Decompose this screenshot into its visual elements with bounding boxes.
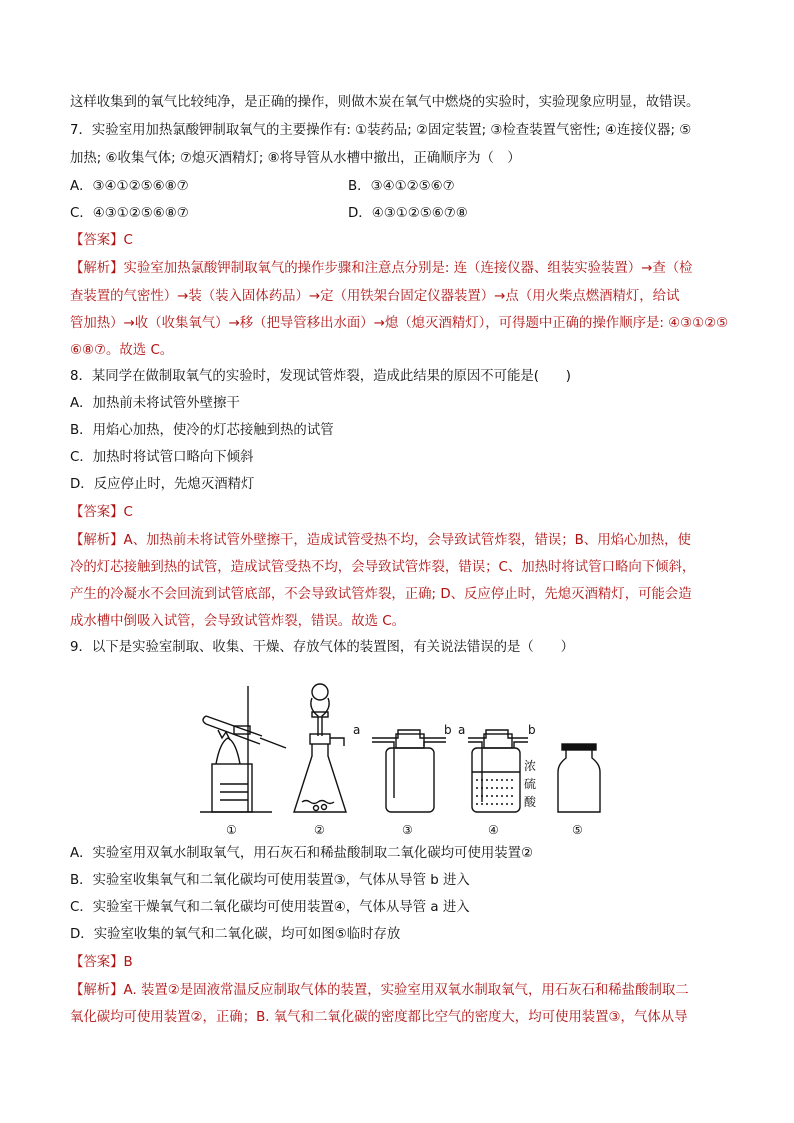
answer-9: 【答案】B (70, 955, 133, 970)
acid-label: 酸 (524, 795, 537, 809)
explanation-8: 成水槽中倒吸入试管，会导致试管炸裂，错误。故选 C。 (70, 614, 405, 629)
option-7c: C．④③①②⑤⑥⑧⑦ (70, 206, 189, 221)
option-8b: B．用焰心加热，使冷的灯芯接触到热的试管 (70, 423, 334, 438)
question-7-cont: 加热; ⑥收集气体; ⑦熄灭酒精灯; ⑧将导管从水槽中撤出，正确顺序为（ ） (70, 151, 521, 166)
option-8c: C．加热时将试管口略向下倾斜 (70, 450, 254, 465)
question-9: 9．以下是实验室制取、收集、干燥、存放气体的装置图，有关说法错误的是（ ） (70, 640, 574, 655)
question-7: 7．实验室用加热氯酸钾制取氧气的主要操作有: ①装药品; ②固定装置; ③检查装置气密性; ④连接仪器; ⑤ (70, 123, 692, 138)
option-9b: B．实验室收集氧气和二氧化碳均可使用装置③，气体从导管 b 进入 (70, 873, 470, 888)
answer-7: 【答案】C (70, 233, 133, 248)
apparatus-3-bottle (372, 730, 446, 812)
option-8d: D．反应停止时，先熄灭酒精灯 (70, 477, 255, 492)
figure-label-3: ③ (402, 823, 413, 837)
option-9c: C．实验室干燥氧气和二氧化碳均可使用装置④，气体从导管 a 进入 (70, 900, 470, 915)
explanation-7: ⑥⑧⑦。故选 C。 (70, 343, 174, 358)
figure-label-4: ④ (488, 823, 499, 837)
explanation-7: 查装置的气密性）→装（装入固体药品）→定（用铁架台固定仪器装置）→点（用火柴点燃酒精灯，给试 (70, 289, 680, 304)
text-line: 这样收集到的氧气比较纯净，是正确的操作，则做木炭在氧气中燃烧的实验时，实验现象应明显，故错误。 (70, 95, 700, 110)
label-a4: a (458, 723, 466, 737)
apparatus-5-jar (558, 744, 600, 812)
option-8a: A．加热前未将试管外壁擦干 (70, 396, 240, 411)
figure-label-1: ① (226, 823, 237, 837)
figure-label-5: ⑤ (572, 823, 583, 837)
acid-label: 浓 (524, 759, 537, 773)
option-7b: B．③④①②⑤⑥⑦ (348, 179, 455, 194)
label-b3: b (444, 723, 452, 737)
apparatus-figure (190, 672, 610, 842)
label-a3: a (353, 723, 361, 737)
explanation-8: 【解析】A、加热前未将试管外壁擦干，造成试管受热不均，会导致试管炸裂，错误；B、用焰心加热，使 (70, 533, 691, 548)
acid-label: 硫 (524, 777, 537, 791)
apparatus-4-wash-bottle (468, 730, 528, 812)
question-8: 8．某同学在做制取氧气的实验时，发现试管炸裂，造成此结果的原因不可能是( ) (70, 369, 572, 384)
option-7d: D．④③①②⑤⑥⑦⑧ (348, 206, 468, 221)
explanation-9: 【解析】A. 装置②是固液常温反应制取气体的装置，实验室用双氧水制取氧气，用石灰石和稀盐酸制取二 (70, 983, 689, 998)
option-7a: A．③④①②⑤⑥⑧⑦ (70, 179, 189, 194)
explanation-8: 冷的灯芯接触到热的试管，造成试管受热不均，会导致试管炸裂，错误；C、加热时将试管口略向下倾斜， (70, 560, 696, 575)
explanation-7: 管加热）→收（收集氧气）→移（把导管移出水面）→熄（熄灭酒精灯），可得题中正确的操作顺序是: ④③①②⑤ (70, 316, 729, 331)
explanation-9: 氧化碳均可使用装置②，正确；B. 氧气和二氧化碳的密度都比空气的密度大，均可使用装置③，气体从导 (70, 1010, 688, 1025)
option-9d: D．实验室收集的氧气和二氧化碳，均可如图⑤临时存放 (70, 927, 401, 942)
apparatus-1-heating (200, 686, 286, 812)
label-b4: b (528, 723, 536, 737)
apparatus-2-flask (294, 684, 346, 812)
explanation-8: 产生的冷凝水不会回流到试管底部，不会导致试管炸裂，正确; D、反应停止时，先熄灭酒精灯，可能会造 (70, 587, 692, 602)
answer-8: 【答案】C (70, 505, 133, 520)
figure-label-2: ② (314, 823, 325, 837)
explanation-7: 【解析】实验室加热氯酸钾制取氧气的操作步骤和注意点分别是: 连（连接仪器、组装实验装置）→查（检 (70, 261, 693, 276)
option-9a: A．实验室用双氧水制取氧气，用石灰石和稀盐酸制取二氧化碳均可使用装置② (70, 846, 534, 861)
